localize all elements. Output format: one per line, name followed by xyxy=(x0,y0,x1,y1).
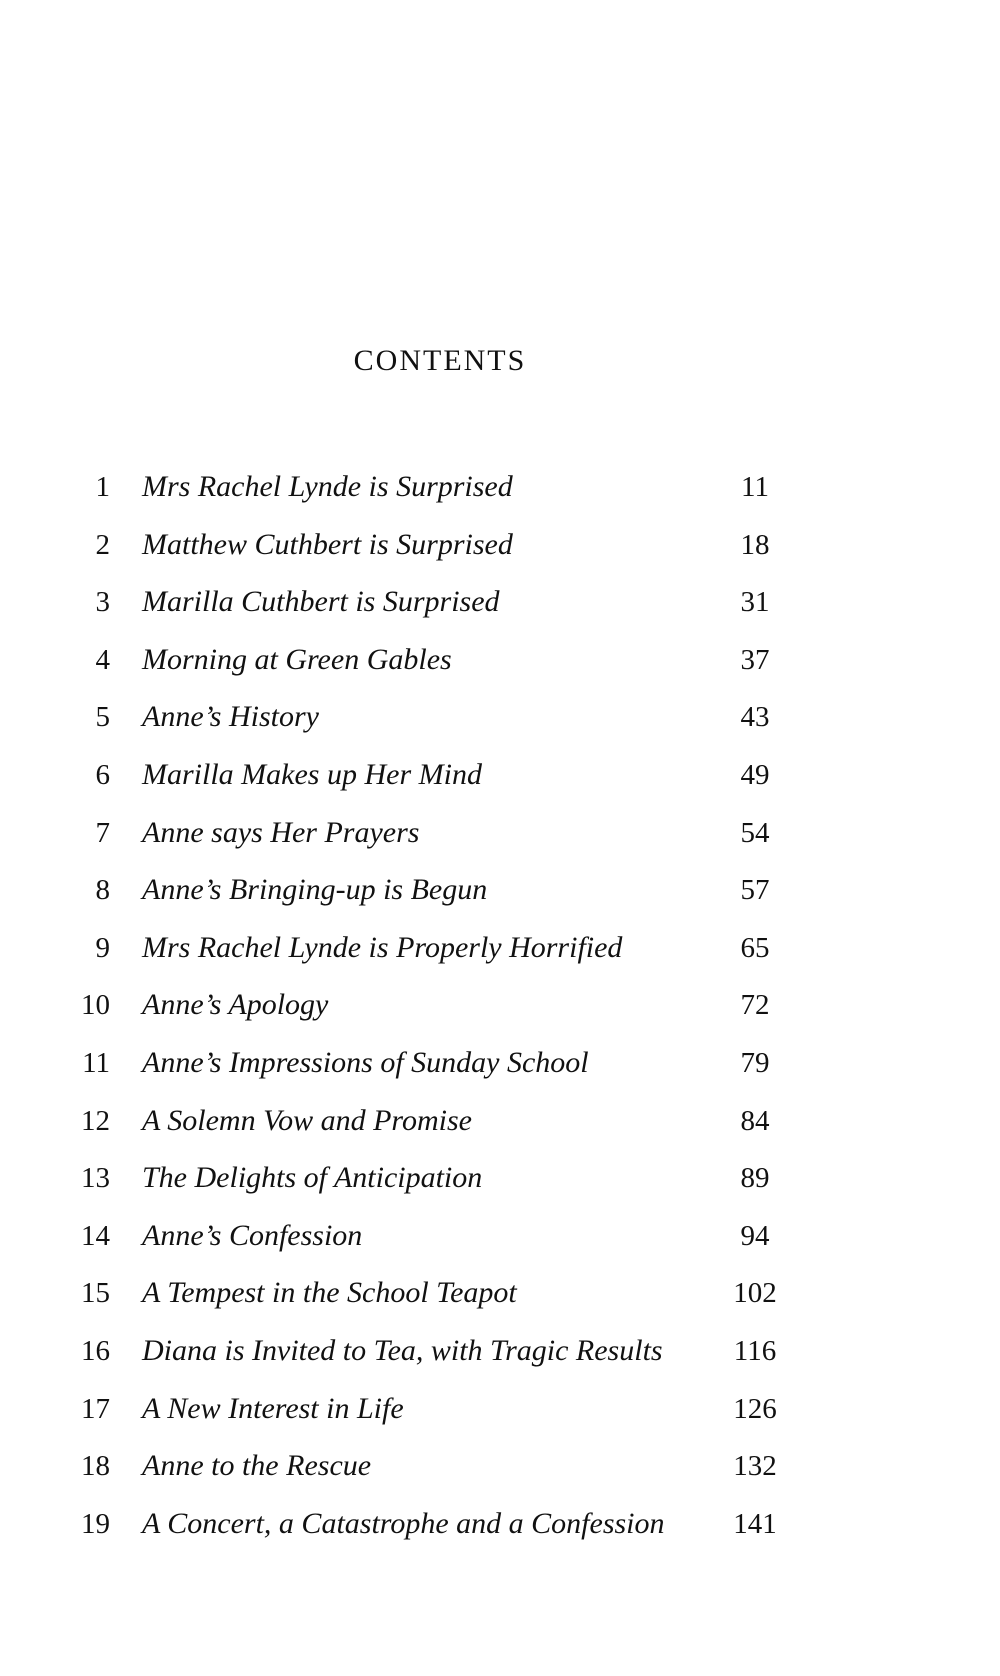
page-number: 132 xyxy=(733,1450,777,1483)
chapter-number: 4 xyxy=(95,643,110,676)
chapter-number: 3 xyxy=(95,586,110,619)
chapter-number: 6 xyxy=(95,758,110,791)
page-number: 43 xyxy=(740,701,770,734)
toc-entry xyxy=(0,1268,1000,1326)
toc-entry xyxy=(0,750,1000,808)
page-number: 102 xyxy=(733,1277,777,1310)
toc-entry xyxy=(0,865,1000,923)
page-number: 31 xyxy=(740,586,770,619)
chapter-title: Mrs Rachel Lynde is Properly Horrified xyxy=(142,930,623,964)
chapter-title: A Solemn Vow and Promise xyxy=(142,1103,472,1137)
page-number: 79 xyxy=(740,1046,770,1079)
page-number: 116 xyxy=(733,1334,777,1367)
toc-entry xyxy=(0,635,1000,693)
chapter-title: The Delights of Anticipation xyxy=(142,1161,483,1195)
page-number: 18 xyxy=(740,528,770,561)
page-number: 65 xyxy=(740,931,770,964)
chapter-number: 2 xyxy=(95,528,110,561)
page-number: 126 xyxy=(733,1392,777,1425)
toc-entry xyxy=(0,1326,1000,1384)
page-number: 141 xyxy=(733,1507,777,1540)
toc-entry xyxy=(0,520,1000,578)
chapter-title: Anne’s Impressions of Sunday School xyxy=(142,1045,589,1079)
chapter-number: 19 xyxy=(81,1507,110,1540)
chapter-number: 14 xyxy=(81,1219,110,1252)
chapter-title: Anne’s History xyxy=(142,700,319,734)
page-number: 11 xyxy=(741,471,769,503)
page-number: 89 xyxy=(740,1162,770,1195)
page-number: 49 xyxy=(740,758,770,791)
page-number: 84 xyxy=(740,1104,770,1137)
page-number: 94 xyxy=(740,1219,770,1252)
toc-entry xyxy=(0,1153,1000,1211)
chapter-title: Morning at Green Gables xyxy=(142,642,452,676)
chapter-title: Anne to the Rescue xyxy=(142,1449,372,1483)
chapter-number: 9 xyxy=(95,931,110,964)
toc-entry xyxy=(0,1384,1000,1442)
chapter-title: A Concert, a Catastrophe and a Confession xyxy=(142,1506,665,1540)
toc-entry xyxy=(0,923,1000,981)
chapter-number: 18 xyxy=(81,1450,110,1483)
chapter-title: Anne says Her Prayers xyxy=(142,815,420,849)
toc-entry xyxy=(0,1211,1000,1269)
chapter-title: Marilla Makes up Her Mind xyxy=(142,757,482,791)
toc-entry xyxy=(0,1499,1000,1557)
chapter-number: 13 xyxy=(81,1162,110,1195)
chapter-number: 15 xyxy=(81,1277,110,1310)
toc-entry xyxy=(0,577,1000,635)
chapter-number: 10 xyxy=(81,989,110,1022)
chapter-number: 11 xyxy=(82,1046,110,1079)
chapter-number: 12 xyxy=(81,1104,110,1137)
page-number: 57 xyxy=(740,874,770,907)
toc-entry xyxy=(0,1096,1000,1154)
page-number: 72 xyxy=(740,989,770,1022)
chapter-title: Anne’s Bringing-up is Begun xyxy=(142,873,488,907)
chapter-number: 5 xyxy=(95,701,110,734)
chapter-number: 17 xyxy=(81,1392,110,1425)
page-number: 37 xyxy=(740,643,770,676)
chapter-number: 1 xyxy=(95,471,110,503)
toc-entry xyxy=(0,808,1000,866)
page-number: 54 xyxy=(740,816,770,849)
toc-entry xyxy=(0,980,1000,1038)
chapter-title: Anne’s Confession xyxy=(142,1218,363,1252)
toc-entry xyxy=(0,692,1000,750)
chapter-title: Anne’s Apology xyxy=(142,988,329,1022)
toc-entry xyxy=(0,1441,1000,1499)
chapter-title: Mrs Rachel Lynde is Surprised xyxy=(142,470,513,503)
toc-entry xyxy=(0,462,1000,520)
chapter-title: Diana is Invited to Tea, with Tragic Results xyxy=(142,1333,663,1367)
table-of-contents xyxy=(0,462,1000,1556)
toc-entry xyxy=(0,1038,1000,1096)
page-title: CONTENTS xyxy=(353,344,527,377)
chapter-title: Matthew Cuthbert is Surprised xyxy=(142,527,513,561)
chapter-number: 8 xyxy=(95,874,110,907)
chapter-title: Marilla Cuthbert is Surprised xyxy=(142,585,500,619)
chapter-number: 16 xyxy=(81,1334,110,1367)
chapter-number: 7 xyxy=(95,816,110,849)
chapter-title: A New Interest in Life xyxy=(142,1391,404,1425)
chapter-title: A Tempest in the School Teapot xyxy=(142,1276,517,1310)
